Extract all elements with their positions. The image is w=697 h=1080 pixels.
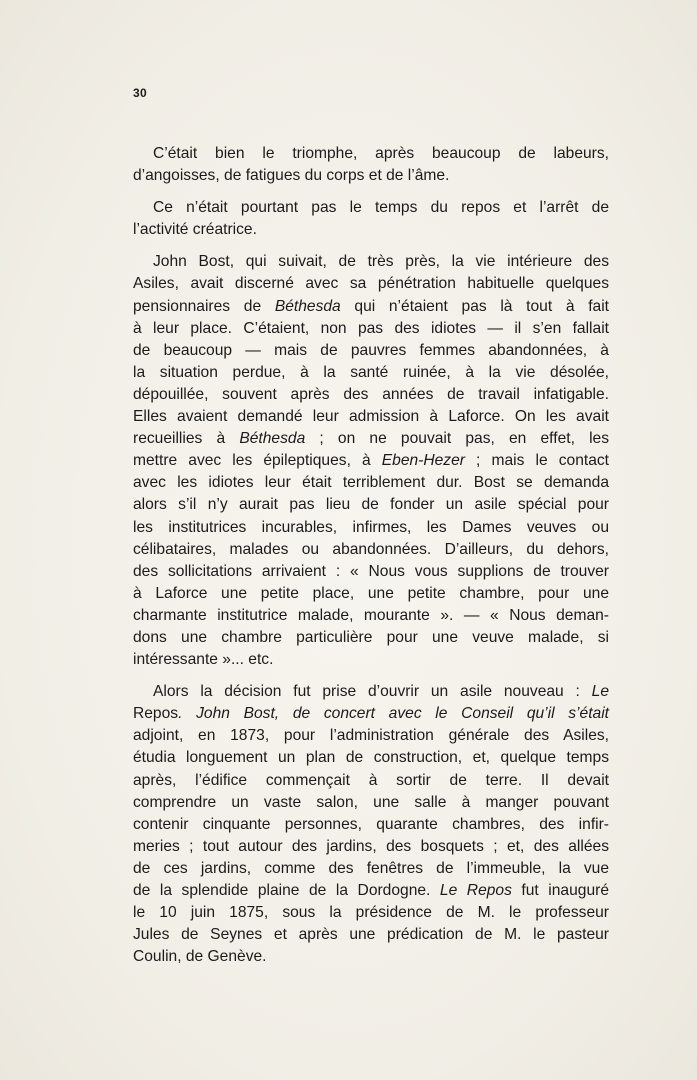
text-line: C’était bien le triomphe, après beaucoup de labeurs, (153, 145, 609, 162)
text-line: les institutrices incurables, infirmes, les Dames veuves ou (133, 518, 609, 536)
text-line: dons une chambre particulière pour une veuve malade, si (133, 628, 609, 646)
text-line: dépouillée, souvent après des années de travail infatigable. (133, 385, 609, 403)
text-line: charmante institutrice malade, mourante ». — « Nous deman- (133, 606, 609, 624)
paragraph (133, 143, 609, 187)
text-line: l’activité créatrice. (133, 221, 257, 239)
text-line: Repos. John Bost, de concert avec le Conseil qu’il s’était (133, 705, 609, 723)
text-line: recueillies à Béthesda ; on ne pouvait pas, en effet, les (133, 430, 609, 448)
text-line: John Bost, qui suivait, de très près, la vie intérieure des (153, 253, 609, 271)
text-line: d’angoisses, de fatigues du corps et de l’âme. (133, 167, 450, 185)
text-line: Alors la décision fut prise d’ouvrir un asile nouveau : Le (153, 683, 609, 701)
text-line: pensionnaires de Béthesda qui n’étaient pas là tout à fait (133, 297, 610, 315)
text-line: après, l’édifice commençait à sortir de terre. Il devait (133, 771, 609, 789)
text-line: Coulin, de Genève. (133, 948, 267, 966)
text-line: le 10 juin 1875, sous la présidence de M. le professeur (133, 904, 609, 922)
text-line: la situation perdue, à la santé ruinée, à la vie désolée, (133, 363, 609, 381)
text-line: intéressante »... etc. (133, 651, 274, 669)
page-number: 30 (133, 86, 147, 100)
text-line: meries ; tout autour des jardins, des bosquets ; et, des allées (133, 837, 609, 855)
text-line: contenir cinquante personnes, quarante chambres, des infir- (133, 815, 609, 833)
text-line: Ce n’était pourtant pas le temps du repos et l’arrêt de (153, 199, 609, 217)
text-line: célibataires, malades ou abandonnées. D’ailleurs, du dehors, (133, 540, 609, 558)
text-line: adjoint, en 1873, pour l’administration générale des Asiles, (133, 727, 609, 745)
text-line: à leur place. C’étaient, non pas des idiotes — il s’en fallait (133, 319, 609, 337)
text-line: mettre avec les épileptiques, à Eben-Hezer ; mais le contact (133, 452, 609, 470)
text-line: de ces jardins, comme des fenêtres de l’immeuble, la vue (133, 859, 609, 877)
text-line: de beaucoup — mais de pauvres femmes abandonnées, à (133, 341, 609, 359)
text-line: des sollicitations arrivaient : « Nous vous supplions de trouver (133, 562, 609, 580)
text-line: Asiles, avait discerné avec sa pénétration habituelle quelques (133, 275, 609, 293)
paragraph (133, 197, 609, 241)
text-line: Jules de Seynes et après une prédication de M. le pasteur (133, 926, 609, 944)
text-line: Elles avaient demandé leur admission à Laforce. On les avait (133, 408, 609, 426)
text-line: alors s’il n’y aurait pas lieu de fonder un asile spécial pour (133, 496, 609, 514)
text-line: de la splendide plaine de la Dordogne. Le Repos fut inauguré (133, 882, 609, 899)
text-line: avec les idiotes leur était terriblement dur. Bost se demanda (133, 474, 609, 492)
text-line: étudia longuement un plan de construction, et, quelque temps (133, 749, 609, 767)
text-line: à Laforce une petite place, une petite chambre, pour une (133, 584, 609, 602)
paragraph (133, 681, 609, 968)
text-line: comprendre un vaste salon, une salle à manger pouvant (133, 793, 609, 811)
paragraph (133, 251, 609, 671)
body-text (133, 143, 609, 968)
